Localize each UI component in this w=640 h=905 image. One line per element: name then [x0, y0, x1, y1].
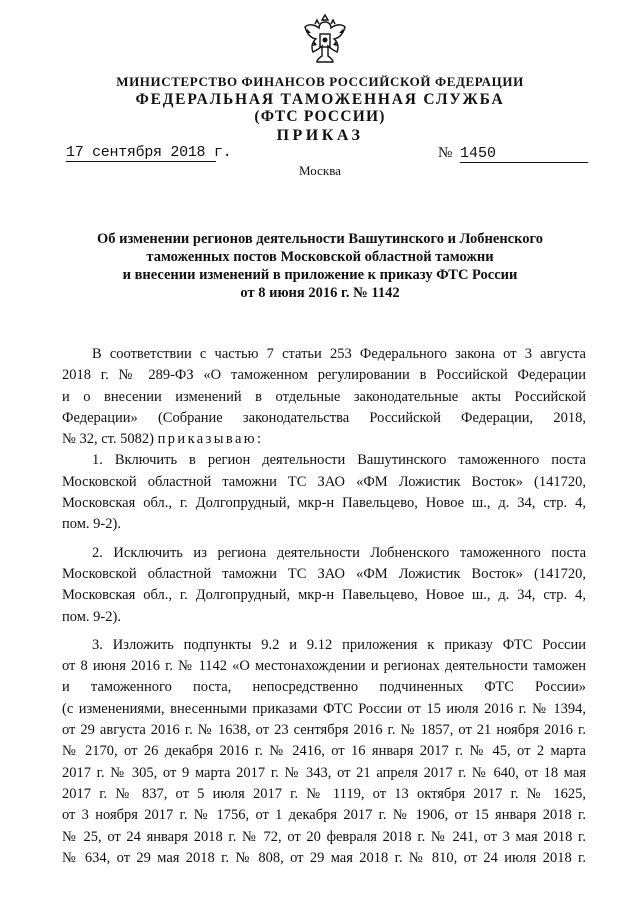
title-line: Об изменении регионов деятельности Вашутинского и Лобненского: [96, 231, 543, 247]
text-line: Федерации» (Собрание законодательства Российской Федерации, 2018,: [62, 409, 586, 426]
text-line: от 29 августа 2016 г. № 1638, от 23 сентября 2016 г. № 1857, от 21 ноября 2016 г.: [62, 722, 586, 739]
text-line: 2. Исключить из региона деятельности Лобненского таможенного поста: [92, 544, 586, 561]
text-line: пом. 9-2).: [62, 608, 121, 625]
text-line: пом. 9-2).: [62, 516, 121, 533]
text-line: Московская обл., г. Долгопрудный, мкр-н Павельцево, Новое ш., д. 34, стр. 4,: [62, 495, 586, 512]
text-line: В соответствии с частью 7 статьи 253 Федерального закона от 3 августа: [92, 346, 586, 362]
russian-coat-of-arms-icon: [302, 12, 348, 68]
order-word: приказываю:: [157, 431, 264, 448]
title-line: и внесении изменений в приложение к приказу ФТС России: [122, 267, 518, 283]
order-number-field: [438, 145, 588, 163]
service-abbreviation: (ФТС РОССИИ): [254, 108, 386, 125]
text-line: от 3 ноября 2017 г. № 1756, от 1 декабря 2017 г. № 1906, от 15 января 2018 г.: [62, 807, 586, 824]
text-line: (с изменениями, внесенными приказами ФТС России от 15 июля 2016 г. № 1394,: [62, 700, 586, 717]
text-line: 2018 г. № 289-ФЗ «О таможенном регулировании в Российской Федерации: [62, 367, 586, 384]
service-name: ФЕДЕРАЛЬНАЯ ТАМОЖЕННАЯ СЛУЖБА: [135, 91, 505, 108]
text-line: № 25, от 24 января 2018 г. № 72, от 20 февраля 2018 г. № 241, от 3 мая 2018 г.: [62, 828, 586, 845]
text-line: № 2170, от 26 декабря 2016 г. № 2416, от 16 января 2017 г. № 45, от 2 марта: [62, 743, 586, 760]
text-line: и таможенного поста, непосредственно подчиненных ФТС России»: [62, 679, 586, 696]
order-date: 17 сентября 2018 г.: [66, 144, 232, 161]
preamble-last-text: № 32, ст. 5082): [62, 431, 154, 448]
text-line: Московская обл., г. Долгопрудный, мкр-н Павельцево, Новое ш., д. 34, стр. 4,: [62, 587, 586, 604]
preamble-paragraph: [62, 344, 586, 450]
item-1-paragraph: [62, 450, 586, 535]
text-line: Московской областной таможни ТС ЗАО «ФМ Ложистик Восток» (141720,: [62, 473, 586, 490]
text-line: 2017 г. № 305, от 9 марта 2017 г. № 343, от 21 апреля 2017 г. № 640, от 18 мая: [62, 764, 586, 781]
text-line: 2017 г. № 837, от 5 июля 2017 г. № 1119, от 13 октября 2017 г. № 1625,: [62, 785, 586, 802]
item-3-paragraph: [62, 635, 586, 869]
document-title: [70, 230, 570, 302]
number-sign: №: [438, 145, 453, 161]
issue-city: Москва: [299, 163, 341, 178]
text-line: [62, 429, 586, 450]
document-body: [62, 344, 586, 869]
text-line: 1. Включить в регион деятельности Вашутинского таможенного поста: [92, 452, 586, 469]
text-line: Московской областной таможни ТС ЗАО «ФМ Ложистик Восток» (141720,: [62, 565, 586, 582]
order-number: 1450: [460, 146, 588, 163]
title-line: от 8 июня 2016 г. № 1142: [240, 285, 400, 301]
text-line: от 8 июня 2016 г. № 1142 «О местонахождении и регионах деятельности таможен: [62, 658, 586, 675]
item-2-paragraph: [62, 543, 586, 628]
text-line: и о внесении изменений в отдельные законодательные акты Российской: [62, 388, 586, 405]
ministry-name: МИНИСТЕРСТВО ФИНАНСОВ РОССИЙСКОЙ ФЕДЕРАЦИИ: [116, 74, 524, 89]
document-type: ПРИКАЗ: [276, 127, 364, 144]
text-line: № 634, от 29 мая 2018 г. № 808, от 29 мая 2018 г. № 810, от 24 июля 2018 г.: [62, 849, 586, 866]
text-line: 3. Изложить подпункты 9.2 и 9.12 приложения к приказу ФТС России: [92, 636, 586, 653]
title-line: таможенных постов Московской областной таможни: [146, 249, 494, 265]
